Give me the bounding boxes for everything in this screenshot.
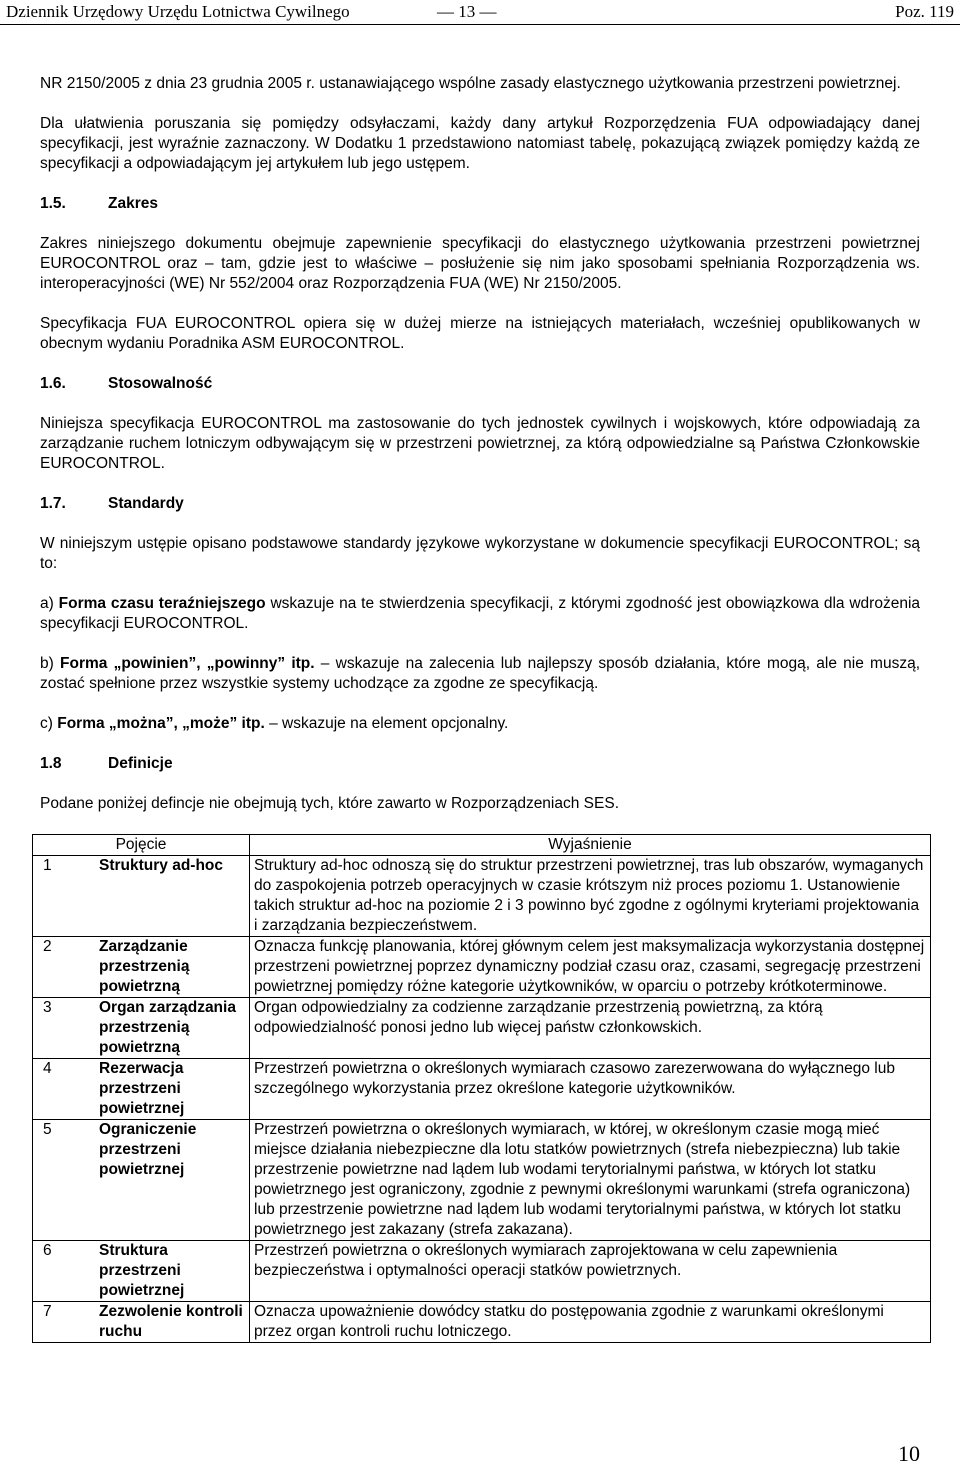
section-heading-1-7 [40,494,920,514]
section-heading-1-8 [40,754,920,774]
item-term: Forma czasu teraźniejszego [58,595,266,612]
row-term: Struktury ad-hoc [95,856,250,937]
section-number: 1.5. [40,195,66,212]
header-term: Pojęcie [33,835,250,856]
row-term: Rezerwacja przestrzeni powietrznej [95,1059,250,1120]
row-explanation: Przestrzeń powietrzna o określonych wymiarach czasowo zarezerwowana do wyłącznego lub szczególnego wykorzystania przez określone kategorie użytkowników. [250,1059,931,1120]
journal-title: Dziennik Urzędowy Urzędu Lotnictwa Cywilnego [6,2,350,21]
applicability-paragraph: Niniejsza specyfikacja EUROCONTROL ma zastosowanie do tych jednostek cywilnych i wojskowych, które odpowiadają za zarządzanie ruchem lotniczym odbywającym się w przestrzeni powietrznej, za którą odpowiedzialne są Państwa Członkowskie EUROCONTROL. [40,415,920,472]
table-row [33,1059,931,1120]
row-term: Struktura przestrzeni powietrznej [95,1241,250,1302]
section-heading-1-5 [40,194,920,214]
header-explanation: Wyjaśnienie [250,835,931,856]
standard-item-c [40,714,920,734]
table-row [33,998,931,1059]
row-term: Ograniczenie przestrzeni powietrznej [95,1120,250,1241]
table-row [33,1241,931,1302]
item-term: Forma „można”, „może” itp. [57,715,265,732]
page-number: 10 [898,1441,920,1466]
section-title: Standardy [108,495,184,512]
definitions-intro: Podane poniżej defincje nie obejmują tych, które zawarto w Rozporządzeniach SES. [40,795,619,812]
row-explanation: Przestrzeń powietrzna o określonych wymiarach, w której, w określonym czasie mogą mieć miejsce działania niebezpieczne dla lotu statków powietrznych (strefa niebezpieczna) lub takie przestrzenie powietrzne nad lądem lub wodami terytorialnymi państwa, w których lot statku powietrznego jest ograniczony, zgodnie z pewnymi określonymi warunkami (strefa ograniczona) lub przestrzenie powietrzne nad lądem lub wodami terytorialnymi państwa, w których lot statku powietrznego jest zakazany (strefa zakazana). [250,1120,931,1241]
section-heading-1-6 [40,374,920,394]
row-term: Zarządzanie przestrzenią powietrzną [95,937,250,998]
row-explanation: Organ odpowiedzialny za codzienne zarządzanie przestrzenią powietrzną, za którą odpowiedzialność ponosi jedno lub więcej państw członkowskich. [250,998,931,1059]
scope-paragraph-2: Specyfikacja FUA EUROCONTROL opiera się w dużej mierze na istniejących materiałach, wcześniej opublikowanych w obecnym wydaniu Poradnika ASM EUROCONTROL. [40,315,920,352]
section-number: 1.7. [40,495,66,512]
item-text: – wskazuje na zalecenia lub najlepszy sposób działania, które mogą, ale nie muszą, zostać spełnione przez wszystkie systemy uchodzące za zgodne ze specyfikacją. [40,655,921,692]
row-number: 6 [33,1241,96,1302]
page-header [0,0,960,25]
row-number: 2 [33,937,96,998]
section-title: Stosowalność [108,375,213,392]
row-number: 5 [33,1120,96,1241]
table-row [33,937,931,998]
section-title: Definicje [108,755,173,772]
row-term: Zezwolenie kontroli ruchu [95,1302,250,1343]
row-number: 7 [33,1302,96,1343]
row-explanation: Struktury ad-hoc odnoszą się do struktur przestrzeni powietrznej, tras lub obszarów, wymaganych do zaspokojenia potrzeb operacyjnych w czasie krótszym niż proces poziomu 1. Ustanowienie takich struktur ad-hoc na poziomie 2 i 3 powinno być zgodne z ogólnymi kryteriami projektowania i zarządzania bezpieczeństwem. [250,856,931,937]
intro-paragraph-2: Dla ułatwienia poruszania się pomiędzy odsyłaczami, każdy dany artykuł Rozporzędzenia FUA odpowiadający danej specyfikacji, jest wyraźnie zaznaczony. W Dodatku 1 przedstawiono natomiast tabelę, pokazującą związek pomiędzy każdą ze specyfikacji a odpowiadającym jej artykułem lub jego ustępem. [40,115,920,172]
section-number: 1.8 [40,755,62,772]
section-number: 1.6. [40,375,66,392]
row-number: 1 [33,856,96,937]
table-row [33,856,931,937]
row-explanation: Przestrzeń powietrzna o określonych wymiarach zaprojektowana w celu zapewnienia bezpieczeństwa i optymalności operacji statków powietrznych. [250,1241,931,1302]
header-page-number: — 13 — [437,2,497,21]
row-number: 4 [33,1059,96,1120]
item-term: Forma „powinien”, „powinny” itp. [60,655,315,672]
intro-paragraph-1: NR 2150/2005 z dnia 23 grudnia 2005 r. ustanawiającego wspólne zasady elastycznego użytkowania przestrzeni powietrznej. [40,75,901,92]
standard-item-b [40,654,920,694]
item-label: a) [40,595,54,612]
definitions-body [33,856,931,1343]
scope-paragraph-1: Zakres niniejszego dokumentu obejmuje zapewnienie specyfikacji do elastycznego użytkowania przestrzeni powietrznej EUROCONTROL oraz – tam, gdzie jest to właściwe – posłużenie się nim jako sposobami spełniania Rozporządzenia ws. interoperacyjności (WE) Nr 552/2004 oraz Rozporządzenia FUA (WE) Nr 2150/2005. [40,235,920,292]
table-header-row [33,835,931,856]
row-number: 3 [33,998,96,1059]
table-row [33,1302,931,1343]
standard-item-a [40,594,920,634]
row-term: Organ zarządzania przestrzenią powietrzną [95,998,250,1059]
row-explanation: Oznacza funkcję planowania, której głównym celem jest maksymalizacja wykorzystania dostępnej przestrzeni powietrznej poprzez dynamiczny podział czasu oraz, czasami, segregację przestrzeni powietrznej pomiędzy różne kategorie użytkowników, w oparciu o potrzeby krótkoterminowe. [250,937,931,998]
item-label: c) [40,715,53,732]
table-row [33,1120,931,1241]
item-text: wskazuje na te stwierdzenia specyfikacji, z którymi zgodność jest obowiązkowa dla wdrożenia specyfikacji EUROCONTROL. [40,595,921,632]
item-text: – wskazuje na element opcjonalny. [269,715,509,732]
section-title: Zakres [108,195,158,212]
item-label: b) [40,655,54,672]
standards-paragraph: W niniejszym ustępie opisano podstawowe standardy językowe wykorzystane w dokumencie specyfikacji EUROCONTROL; są to: [40,535,920,572]
row-explanation: Oznacza upoważnienie dowódcy statku do postępowania zgodnie z warunkami określonymi przez organ kontroli ruchu lotniczego. [250,1302,931,1343]
position-number: Poz. 119 [895,2,954,21]
definitions-table [32,834,931,1343]
document-body [40,74,925,1343]
